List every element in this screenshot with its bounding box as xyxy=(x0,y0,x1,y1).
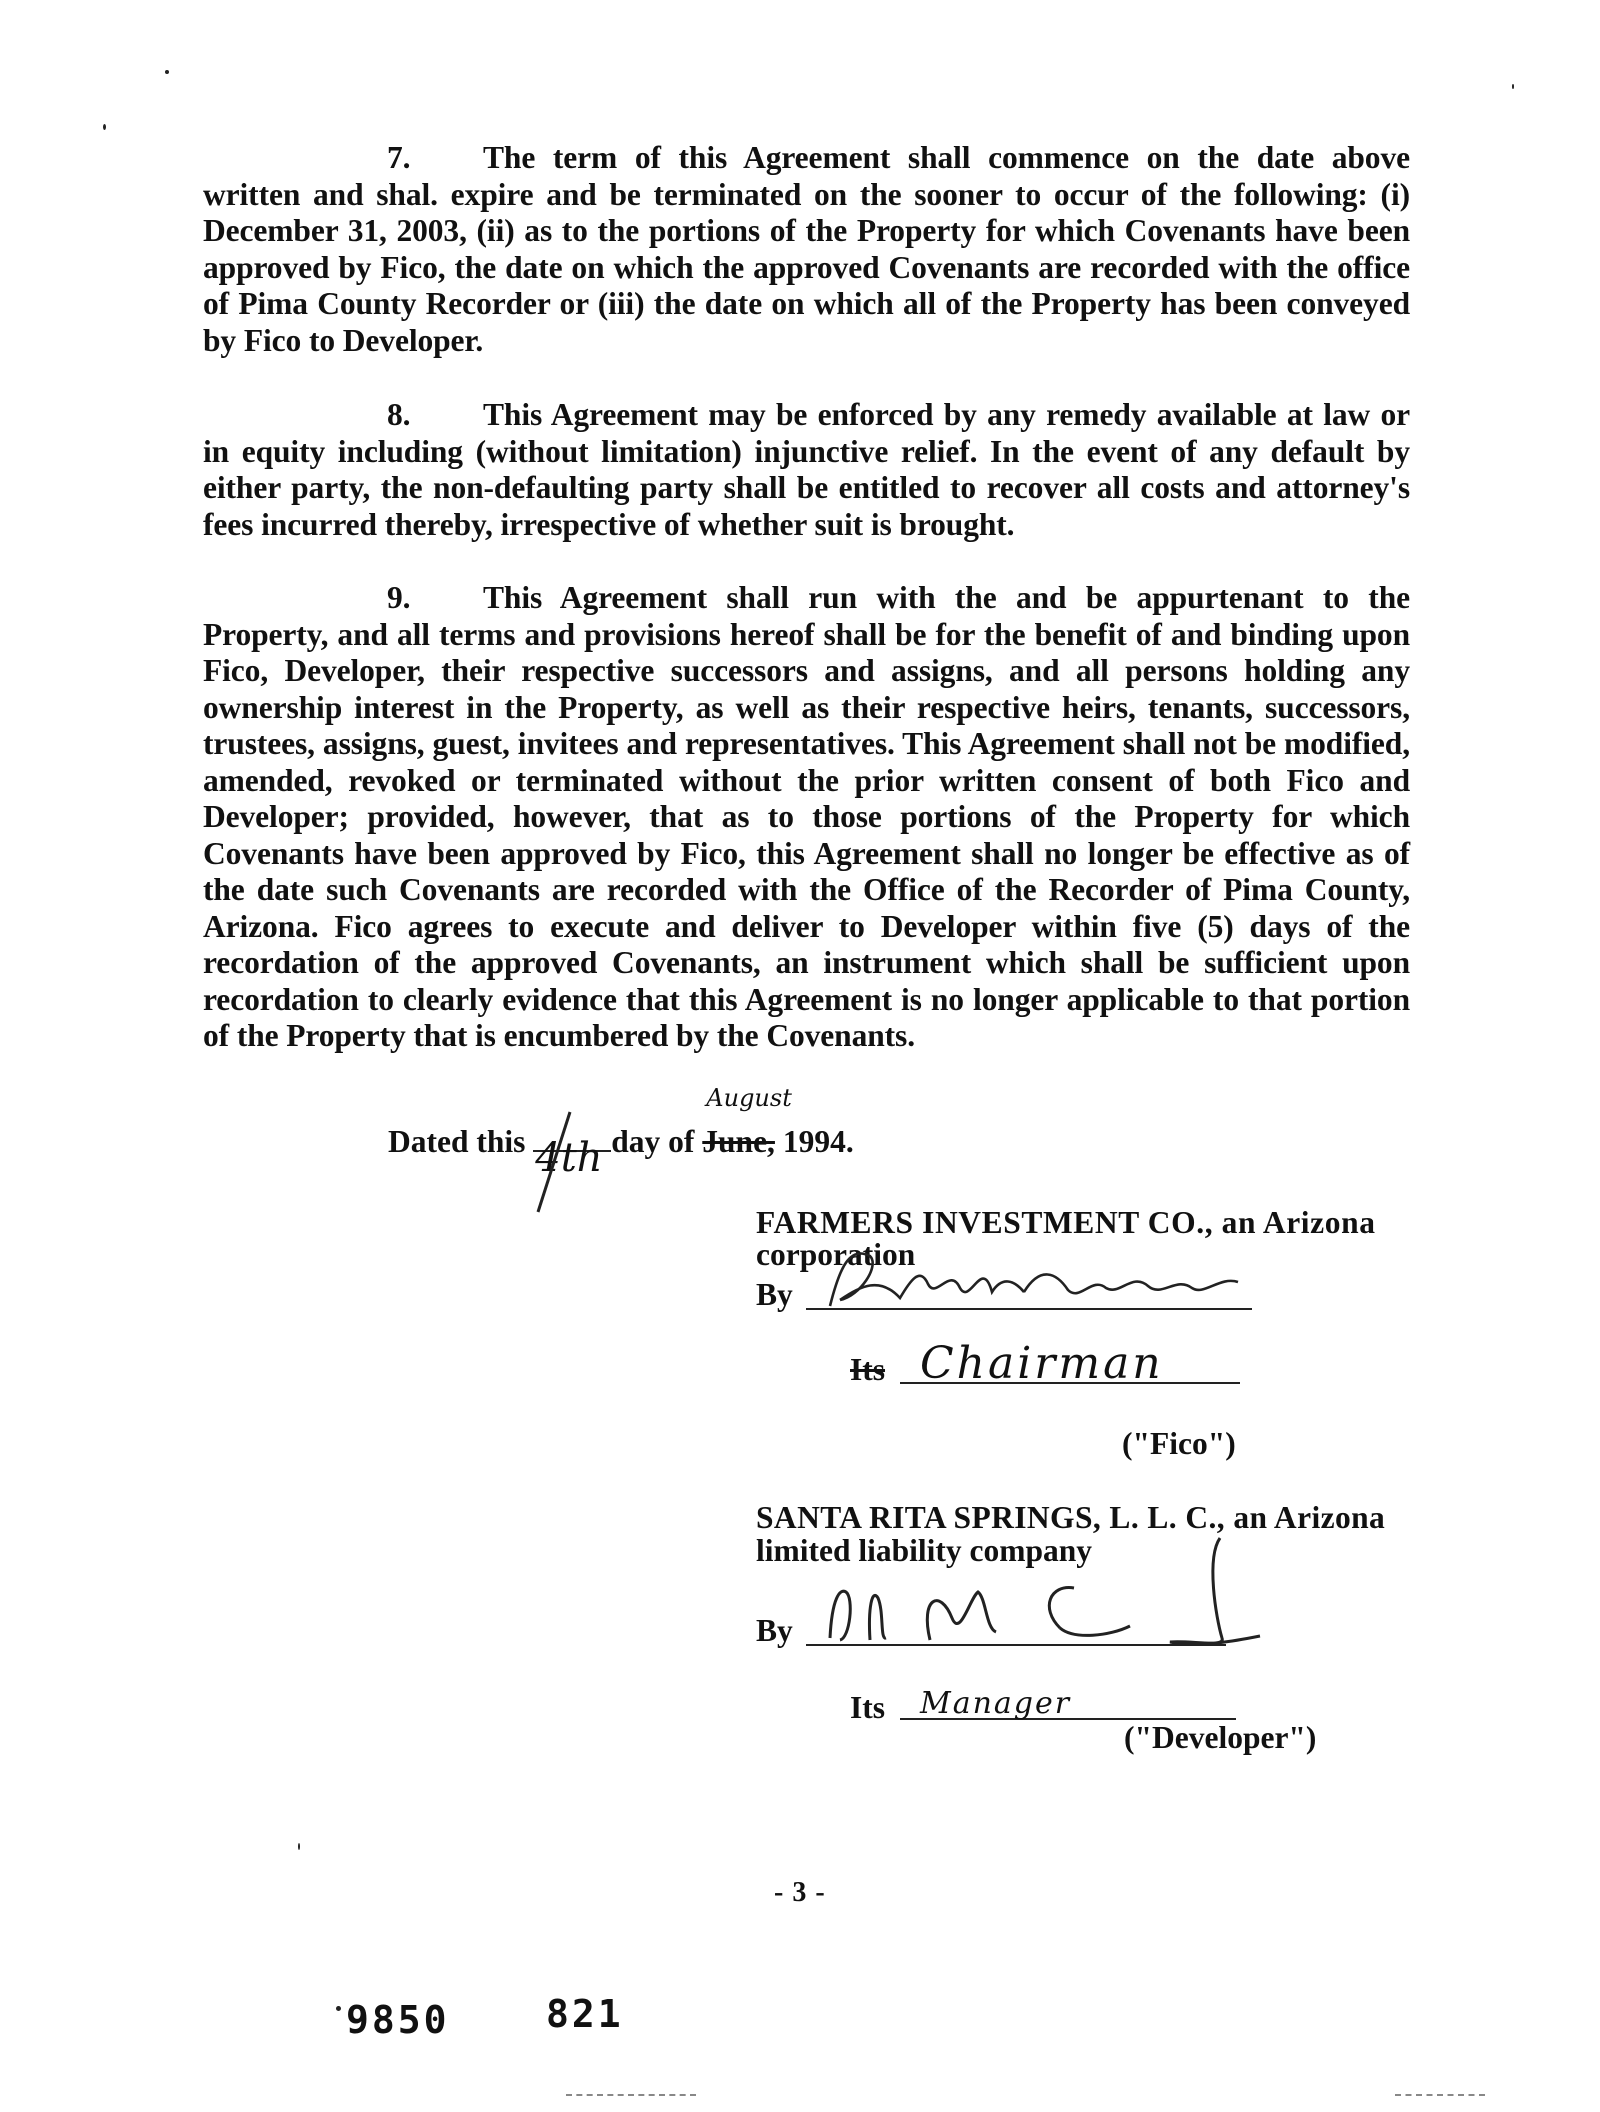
dated-month-struck: June, xyxy=(702,1124,775,1159)
dated-year: 1994. xyxy=(782,1124,854,1159)
fico-company-type: corporation xyxy=(756,1237,916,1272)
dated-line xyxy=(388,1084,854,1181)
developer-its-handwritten: Manager xyxy=(920,1686,1072,1721)
dated-day-handwritten: 4th xyxy=(535,1135,603,1181)
scan-speck xyxy=(165,70,169,74)
docket-page-number: 821 xyxy=(546,1992,624,2036)
developer-party-label: ("Developer") xyxy=(1124,1720,1317,1755)
page-number: - 3 - xyxy=(774,1877,826,1908)
paragraph-7 xyxy=(203,140,1410,359)
fico-its-label: Its xyxy=(850,1352,886,1387)
fico-by-label: By xyxy=(756,1277,793,1312)
bottom-scan-edge-right xyxy=(1395,2094,1485,2096)
handwritten-slash-mark xyxy=(530,1108,590,1218)
dated-middle: day of xyxy=(611,1124,695,1159)
scan-speck xyxy=(103,124,106,130)
fico-party-label: ("Fico") xyxy=(1122,1426,1236,1461)
paragraph-number: 8. xyxy=(387,397,411,432)
dated-month-handwritten: August xyxy=(706,1084,792,1112)
scan-speck xyxy=(336,2006,341,2011)
paragraph-number: 9. xyxy=(387,580,411,615)
paragraph-text: This Agreement shall run with the and be appurtenant to the Property, and all terms and provisions hereof shall be for the benefit of and binding upon Fico, Developer, their respective successors and assigns, and all persons holding any ownership interest in the Property, as well as their respective heirs, tenants, successors, trustees, assigns, guest, invitees and representatives. This Agreement shall not be modified, amended, revoked or terminated without the prior written consent of both Fico and Developer; provided, however, that as to those portions of the Property for which Covenants have been approved by Fico, this Agreement shall no longer be effective as of the date such Covenants are recorded with the Office of the Recorder of Pima County, Arizona. Fico agrees to execute and deliver to Developer within five (5) days of the recordation of the approved Covenants, an instrument which shall be sufficient upon recordation to clearly evidence that this Agreement is no longer applicable to that portion of the Property that is encumbered by the Covenants. xyxy=(203,580,1410,1053)
developer-its-label: Its xyxy=(850,1690,886,1725)
paragraph-number: 7. xyxy=(387,140,411,175)
fico-signature xyxy=(810,1236,1250,1322)
developer-company-type: limited liability company xyxy=(756,1533,1093,1568)
fico-company-line: FARMERS INVESTMENT CO., an Arizona xyxy=(756,1205,1376,1240)
developer-signature xyxy=(810,1528,1280,1658)
paragraph-8 xyxy=(203,397,1410,543)
bottom-scan-edge xyxy=(566,2094,696,2096)
docket-book-number: 9850 xyxy=(346,1998,450,2042)
scan-speck xyxy=(1512,84,1514,89)
paragraph-9 xyxy=(203,580,1410,1055)
dated-prefix: Dated this xyxy=(388,1124,526,1159)
developer-company-line: SANTA RITA SPRINGS, L. L. C., an Arizona xyxy=(756,1500,1386,1535)
developer-by-label: By xyxy=(756,1613,793,1648)
scan-speck xyxy=(298,1843,300,1850)
fico-its-handwritten: Chairman xyxy=(920,1338,1164,1389)
paragraph-text: This Agreement may be enforced by any remedy available at law or in equity including (without limitation) injunctive relief. In the event of any default by either party, the non-defaulting party shall be entitled to recover all costs and attorney's fees incurred thereby, irrespective of whether suit is brought. xyxy=(203,397,1410,542)
paragraph-text: The term of this Agreement shall commence on the date above written and shal. expire and be terminated on the sooner to occur of the following: (i) December 31, 2003, (ii) as to the portions of the Property for which Covenants have been approved by Fico, the date on which the approved Covenants are recorded with the office of Pima County Recorder or (iii) the date on which all of the Property has been conveyed by Fico to Developer. xyxy=(203,140,1410,358)
